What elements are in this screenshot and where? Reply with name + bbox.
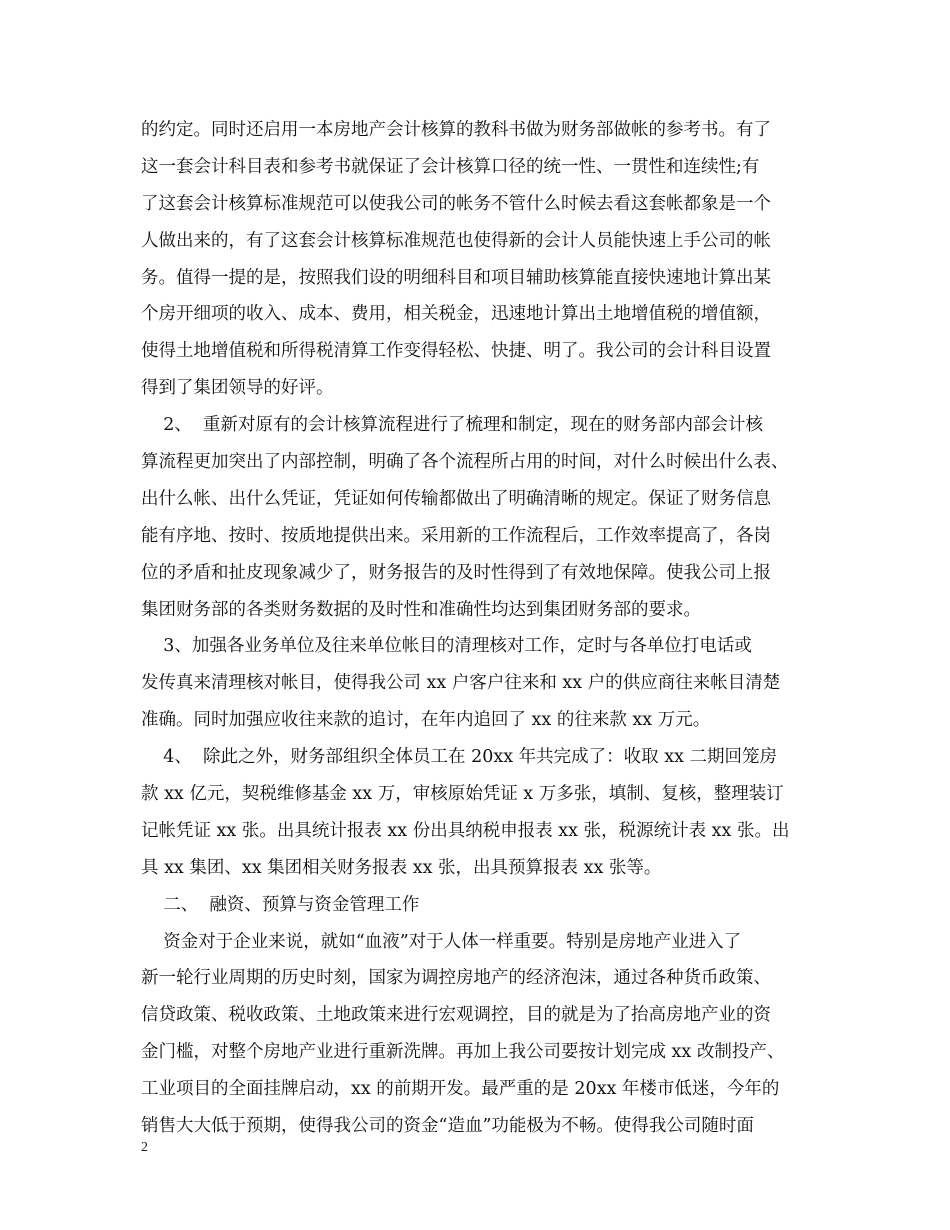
text-line: 金门槛，对整个房地产业进行重新洗牌。再加上我公司要按计划完成 xx 改制投产、 [141, 1042, 785, 1063]
text-line: 二、 融资、预算与资金管理工作 [141, 894, 420, 915]
text-line: 这一套会计科目表和参考书就保证了会计核算口径的统一性、一贯性和连续性;有 [141, 156, 760, 177]
text-line: 4、 除此之外，财务部组织全体员工在 20xx 年共完成了：收取 xx 二期回笼房 [141, 747, 778, 768]
page-number: 2 [141, 1140, 148, 1155]
text-line: 具 xx 集团、xx 集团相关财务报表 xx 张，出具预算报表 xx 张等。 [141, 857, 662, 878]
text-line: 销售大大低于预期，使得我公司的资金“造血”功能极为不畅。使得我公司随时面 [141, 1116, 754, 1137]
text-line: 个房开细项的收入、成本、费用，相关税金，迅速地计算出土地增值税的增值额， [141, 304, 771, 325]
text-line: 了这套会计核算标准规范可以使我公司的帐务不管什么时候去看这套帐都象是一个 [141, 193, 771, 214]
text-line: 记帐凭证 xx 张。出具统计报表 xx 份出具纳税申报表 xx 张，税源统计表 xx 张。出 [141, 820, 790, 841]
text-line: 得到了集团领导的好评。 [141, 378, 334, 399]
text-line: 位的矛盾和扯皮现象减少了，财务报告的及时性得到了有效地保障。使我公司上报 [141, 562, 771, 583]
text-line: 发传真来清理核对帐目，使得我公司 xx 户客户往来和 xx 户的供应商往来帐目清楚 [141, 673, 781, 694]
text-line: 信贷政策、税收政策、土地政策来进行宏观调控，目的就是为了抬高房地产业的资 [141, 1005, 771, 1026]
text-line: 出什么帐、出什么凭证，凭证如何传输都做出了明确清晰的规定。保证了财务信息 [141, 488, 771, 509]
text-line: 务。值得一提的是，按照我们设的明细科目和项目辅助核算能直接快速地计算出某 [141, 267, 771, 288]
text-line: 能有序地、按时、按质地提供出来。采用新的工作流程后，工作效率提高了，各岗 [141, 525, 771, 546]
text-line: 款 xx 亿元，契税维修基金 xx 万，审核原始凭证 x 万多张，填制、复核，整理装订 [141, 784, 784, 805]
text-line: 3、加强各业务单位及往来单位帐目的清理核对工作，定时与各单位打电话或 [141, 636, 752, 657]
text-line: 资金对于企业来说，就如“血液”对于人体一样重要。特别是房地产业进入了 [141, 931, 742, 952]
text-line: 2、 重新对原有的会计核算流程进行了梳理和制定，现在的财务部内部会计核 [141, 415, 764, 436]
text-line: 的约定。同时还启用一本房地产会计核算的教科书做为财务部做帐的参考书。有了 [141, 120, 771, 140]
text-line: 算流程更加突出了内部控制，明确了各个流程所占用的时间，对什么时候出什么表、 [141, 452, 789, 473]
text-line: 集团财务部的各类财务数据的及时性和准确性均达到集团财务部的要求。 [141, 599, 701, 620]
text-line: 新一轮行业周期的历史时刻，国家为调控房地产的经济泡沫，通过各种货币政策、 [141, 968, 771, 989]
text-line: 工业项目的全面挂牌启动，xx 的前期开发。最严重的是 20xx 年楼市低迷，今年的 [141, 1079, 780, 1100]
text-line: 准确。同时加强应收往来款的追讨，在年内追回了 xx 的往来款 xx 万元。 [141, 710, 711, 731]
text-line: 人做出来的，有了这套会计核算标准规范也使得新的会计人员能快速上手公司的帐 [141, 230, 771, 251]
text-line: 使得土地增值税和所得税清算工作变得轻松、快捷、明了。我公司的会计科目设置 [141, 341, 771, 362]
body-text [141, 112, 823, 1145]
